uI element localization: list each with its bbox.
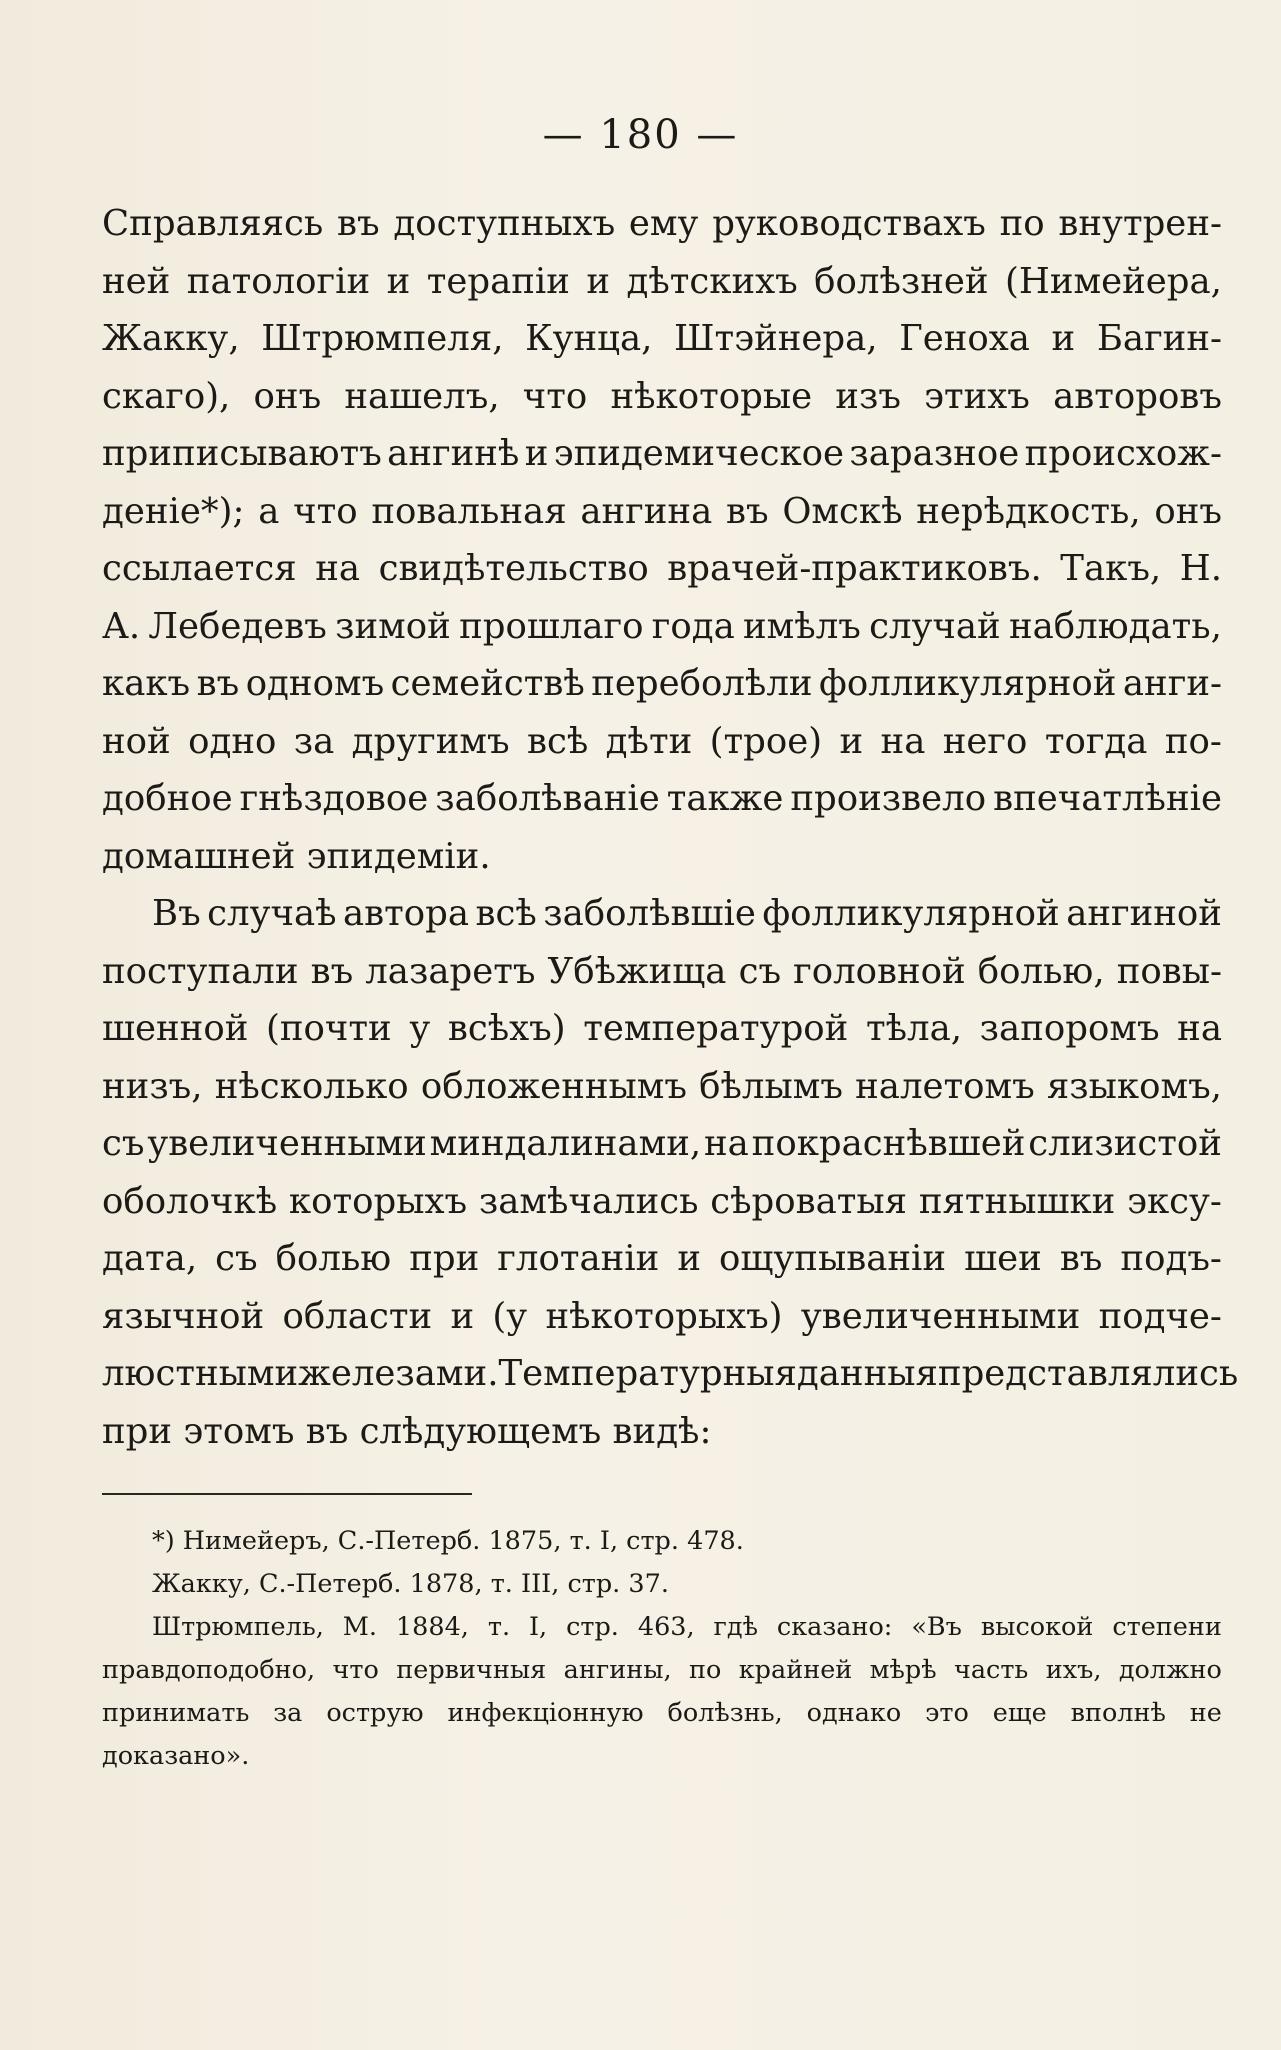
text-line: добное гнѣздовое заболѣваніе также произвело впечатлѣніе xyxy=(102,778,1222,819)
text-line: скаго), онъ нашелъ, что нѣкоторые изъ этихъ авторовъ xyxy=(102,375,1222,417)
text-line: А. Лебедевъ зимой прошлаго года имѣлъ случай наблюдать, xyxy=(102,605,1222,647)
text-line: шенной (почти у всѣхъ) температурой тѣла, запоромъ на xyxy=(102,1008,1222,1049)
text-line: люстными железами. Температурныя данныя представлялись xyxy=(102,1353,1239,1394)
page-number: — 180 — xyxy=(542,112,739,158)
text-line: Жакку, Штрюмпеля, Кунца, Штэйнера, Геноха и Багин- xyxy=(102,318,1222,359)
text-line: ной одно за другимъ всѣ дѣти (трое) и на него тогда по- xyxy=(102,720,1222,762)
text-line: язычной области и (у нѣкоторыхъ) увеличенными подче- xyxy=(102,1295,1222,1337)
footnote-line: Штрюмпель, М. 1884, т. I, стр. 463, гдѣ сказано: «Въ высокой степени xyxy=(152,1612,1222,1642)
footnote-divider xyxy=(102,1493,472,1495)
text-line: какъ въ одномъ семействѣ переболѣли фолликулярной анги- xyxy=(102,663,1222,704)
text-line: низъ, нѣсколько обложеннымъ бѣлымъ налетомъ языкомъ, xyxy=(102,1065,1222,1107)
text-line: съ увеличенными миндалинами, на покраснѣвшей слизистой xyxy=(102,1123,1222,1164)
text-line: при этомъ въ слѣдующемъ видѣ: xyxy=(102,1410,712,1452)
text-line: поступали въ лазаретъ Убѣжища съ головной болью, повы- xyxy=(102,950,1222,992)
text-line: ней патологіи и терапіи и дѣтскихъ болѣзней (Нимейера, xyxy=(102,260,1222,302)
footnote-line: правдоподобно, что первичныя ангины, по крайней мѣрѣ часть ихъ, должно xyxy=(102,1655,1222,1685)
text-line: деніе*); а что повальная ангина въ Омскѣ нерѣдкость, онъ xyxy=(102,490,1222,532)
text-line: приписываютъ ангинѣ и эпидемическое заразное происхож- xyxy=(102,433,1222,474)
footnote-line: принимать за острую инфекціонную болѣзнь, однако это еще вполнѣ не xyxy=(102,1698,1222,1728)
text-line: домашней эпидеміи. xyxy=(102,835,491,877)
footnote-line: *) Нимейеръ, С.-Петерб. 1875, т. I, стр. 478. xyxy=(152,1526,744,1556)
footnotes xyxy=(102,1520,1222,1778)
footnote-line: Жакку, С.-Петерб. 1878, т. III, стр. 37. xyxy=(152,1569,669,1599)
text-line: оболочкѣ которыхъ замѣчались сѣроватыя пятнышки эксу- xyxy=(102,1180,1222,1222)
text-line: ссылается на свидѣтельство врачей-практиковъ. Такъ, Н. xyxy=(102,548,1222,589)
text-line: Въ случаѣ автора всѣ заболѣвшіе фолликулярной ангиной xyxy=(152,893,1222,934)
text-line: дата, съ болью при глотаніи и ощупываніи шеи въ подъ- xyxy=(102,1238,1222,1279)
main-text xyxy=(102,195,1239,1460)
footnote-line: доказано». xyxy=(102,1741,250,1771)
text-line: Справляясь въ доступныхъ ему руководствахъ по внутрен- xyxy=(102,203,1222,244)
